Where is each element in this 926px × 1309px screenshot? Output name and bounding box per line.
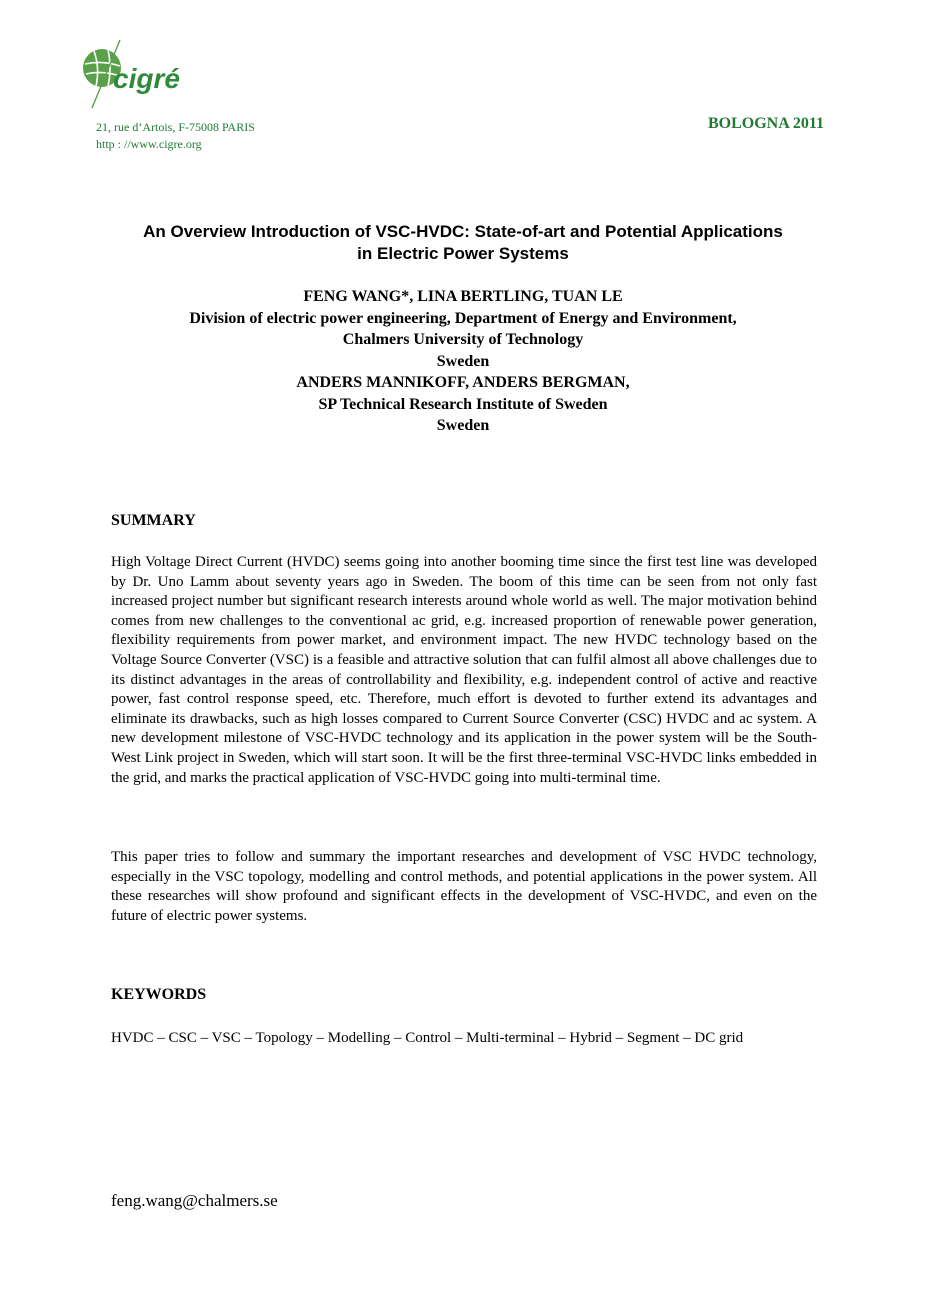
svg-text:cigré: cigré bbox=[113, 63, 180, 94]
author-block bbox=[100, 286, 826, 437]
affiliation-line: SP Technical Research Institute of Sweden bbox=[318, 395, 608, 413]
title-line: in Electric Power Systems bbox=[357, 244, 569, 263]
country-line: Sweden bbox=[436, 352, 490, 370]
keywords-text: HVDC – CSC – VSC – Topology – Modelling – Control – Multi-terminal – Hybrid – Segment – DC grid bbox=[111, 1030, 744, 1046]
title-line: An Overview Introduction of VSC-HVDC: State-of-art and Potential Applications bbox=[143, 222, 783, 241]
author-line: FENG WANG*, LINA BERTLING, TUAN LE bbox=[303, 288, 623, 305]
summary-heading: SUMMARY bbox=[111, 512, 196, 529]
keywords-heading: KEYWORDS bbox=[111, 986, 207, 1003]
summary-paragraph: High Voltage Direct Current (HVDC) seems going into another booming time since the first test line was developed by Dr. Uno Lamm about seventy years ago in Sweden. The boom of this time can be seen from not only fast increased project number but significant research interests around whole world as well. The major motivation behind comes from new challenges to the conventional ac grid, e.g. increased proportion of renewable power generation, flexibility requirements from power market, and environment impact. The new HVDC technology based on the Voltage Source Converter (VSC) is a feasible and attractive solution that can fulfil almost all above challenges due to its distinct advantages in the areas of controllability and flexibility, e.g. independent control of active and reactive power, fast control response speed, etc. Therefore, much effort is devoted to further extend its advantages and eliminate its drawbacks, such as high losses compared to Current Source Converter (CSC) HVDC and ac system. A new development milestone of VSC-HVDC technology and its application in the power system will be the South-West Link project in Sweden, which will start soon. It will be the first three-terminal VSC-HVDC links embedded in the grid, and marks the practical application of VSC-HVDC going into multi-terminal time. bbox=[111, 554, 817, 786]
country-line: Sweden bbox=[436, 417, 490, 434]
website-link[interactable]: http : //www.cigre.org bbox=[96, 137, 202, 151]
address-line: 21, rue d’Artois, F-75008 PARIS bbox=[96, 120, 255, 134]
cigre-logo bbox=[80, 38, 190, 112]
author-email[interactable]: feng.wang@chalmers.se bbox=[111, 1191, 278, 1210]
affiliation-line: Division of electric power engineering, Department of Energy and Environment, bbox=[189, 309, 737, 327]
address-block bbox=[96, 119, 255, 153]
author-line: ANDERS MANNIKOFF, ANDERS BERGMAN, bbox=[296, 374, 630, 391]
summary-paragraph: This paper tries to follow and summary the important researches and development of VSC HVDC technology, especially in the VSC topology, modelling and control methods, and potential applications in the power system. All these researches will show profound and significant effects in the development of VSC-HVDC, and even on the future of electric power systems. bbox=[111, 849, 817, 924]
conference-label: BOLOGNA 2011 bbox=[707, 115, 824, 132]
paper-title bbox=[100, 221, 826, 265]
affiliation-line: Chalmers University of Technology bbox=[342, 331, 584, 348]
